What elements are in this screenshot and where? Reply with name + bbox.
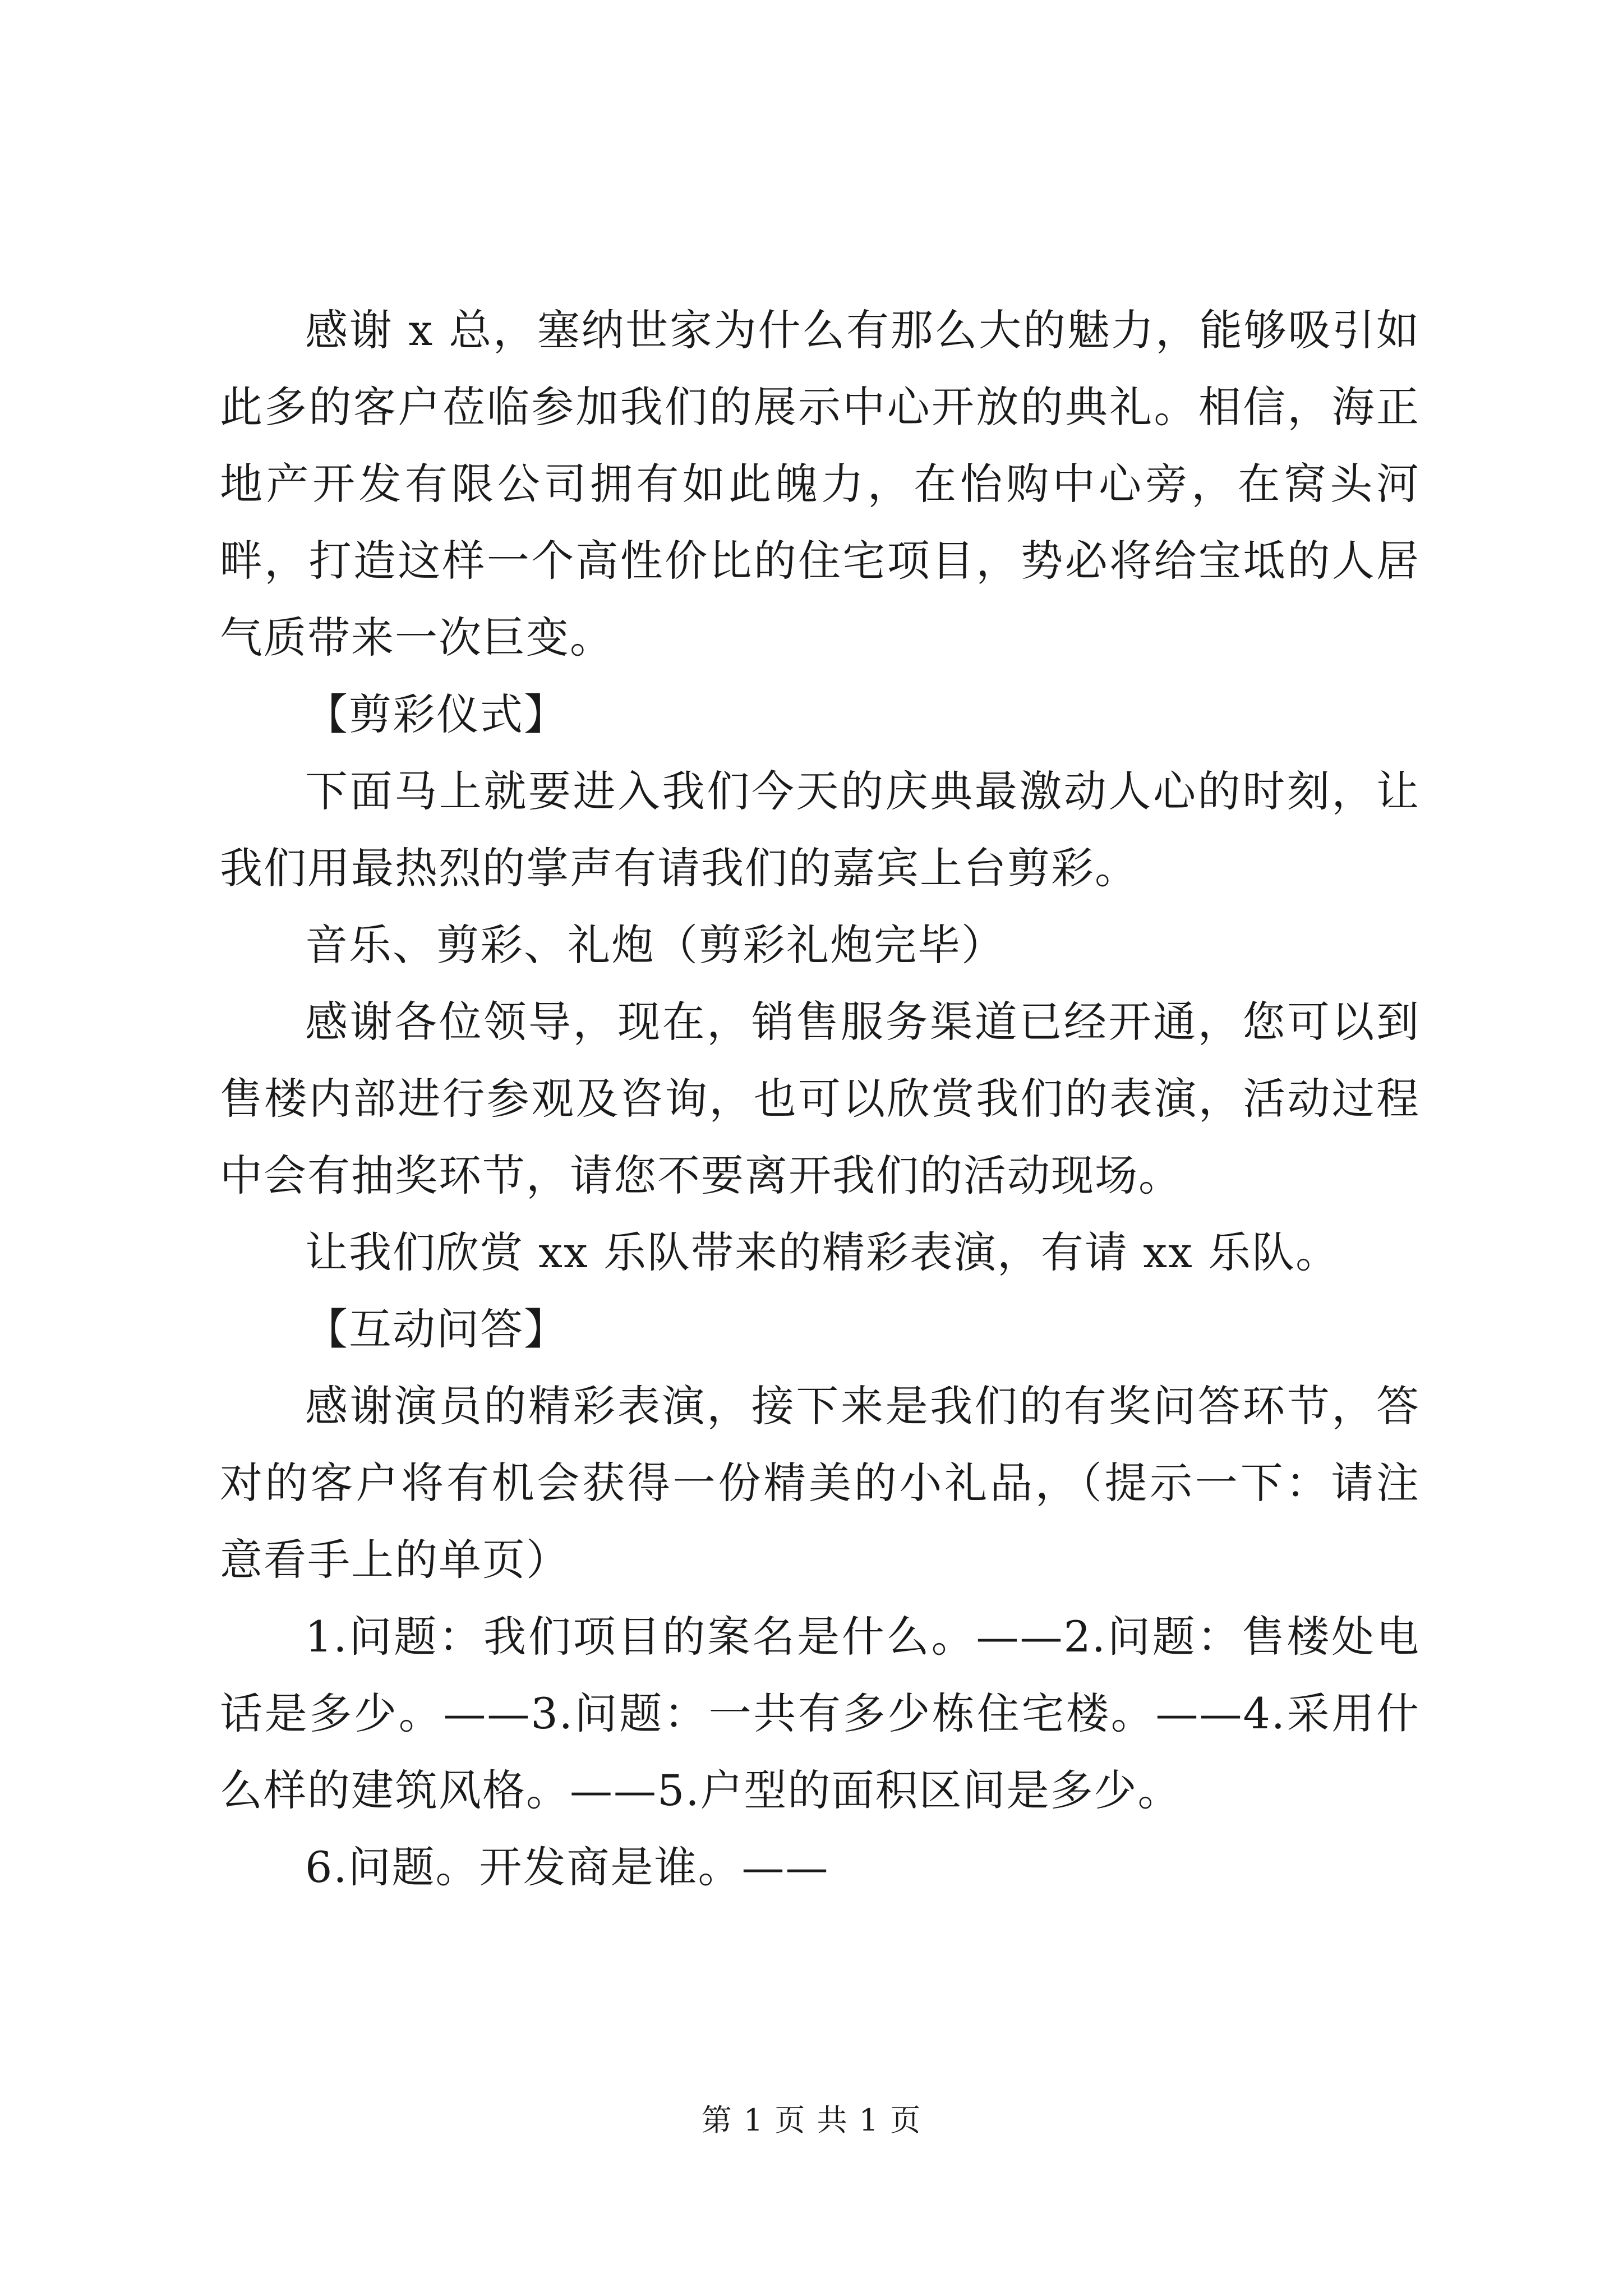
document-body [220, 292, 1420, 1906]
paragraph-ribbon-invite: 下面马上就要进入我们今天的庆典最激动人心的时刻，让我们用最热烈的掌声有请我们的嘉宾上台剪彩。 [220, 766, 1420, 893]
paragraph-qa-intro: 感谢演员的精彩表演，接下来是我们的有奖问答环节，答对的客户将有机会获得一份精美的小礼品，（提示一下：请注意看手上的单页） [220, 1381, 1420, 1585]
paragraph-thanks-intro: 感谢 x 总，塞纳世家为什么有那么大的魅力，能够吸引如此多的客户莅临参加我们的展示中心开放的典礼。相信，海正地产开发有限公司拥有如此魄力，在怡购中心旁，在窝头河畔，打造这样一个高性价比的住宅项目，势必将给宝坻的人居气质带来一次巨变。 [220, 305, 1420, 662]
paragraph-sales-open: 感谢各位领导，现在，销售服务渠道已经开通，您可以到售楼内部进行参观及咨询，也可以欣赏我们的表演，活动过程中会有抽奖环节，请您不要离开我们的活动现场。 [220, 997, 1420, 1200]
paragraph-questions-list: 1.问题：我们项目的案名是什么。——2.问题：售楼处电话是多少。——3.问题：一共有多少栋住宅楼。——4.采用什么样的建筑风格。——5.户型的面积区间是多少。 [220, 1612, 1420, 1815]
paragraph-band-intro: 让我们欣赏 xx 乐队带来的精彩表演，有请 xx 乐队。 [305, 1227, 1340, 1277]
section-heading-ribbon-cutting: 【剪彩仪式】 [305, 689, 568, 739]
paragraph-music-cue: 音乐、剪彩、礼炮（剪彩礼炮完毕） [305, 920, 1005, 970]
paragraph-question-six: 6.问题。开发商是谁。—— [305, 1842, 829, 1892]
page-footer: 第 1 页 共 1 页 [701, 2102, 922, 2138]
section-heading-interactive-qa: 【互动问答】 [305, 1304, 568, 1354]
